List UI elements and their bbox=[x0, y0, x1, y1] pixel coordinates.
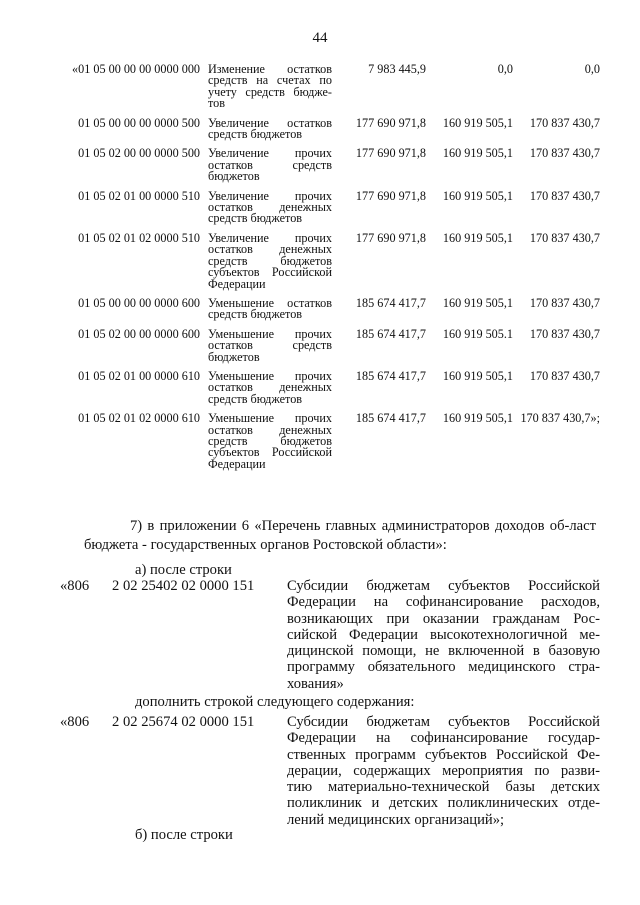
amount-year-2-cell: 160 919 505,1 bbox=[442, 368, 513, 383]
source-name-line: средств бюджетов bbox=[208, 433, 332, 448]
source-name-line: Увеличение прочих bbox=[208, 230, 332, 245]
description-line: Федерации на софинансирование расходов, bbox=[287, 594, 600, 611]
amount-year-3-cell: 170 837 430,7 bbox=[529, 188, 600, 203]
description-line: программу обязательного медицинского стра- bbox=[287, 659, 600, 676]
amendment-item-7: 7) в приложении 6 «Перечень главных администраторов доходов об-ласт бюджета - государственных органов Ростовской области»: bbox=[84, 518, 596, 553]
source-name-line: остатков средств bbox=[208, 157, 332, 172]
source-name-line: Уменьшение прочих bbox=[208, 326, 332, 341]
amount-year-3-cell: 170 837 430,7 bbox=[529, 295, 600, 310]
budget-code-cell: 01 05 02 01 02 0000 610 bbox=[78, 411, 200, 426]
description-line: хования» bbox=[287, 675, 344, 692]
budget-code-cell: 01 05 00 00 00 0000 500 bbox=[78, 115, 200, 130]
budget-sources-table bbox=[60, 64, 600, 478]
source-name-line: субъектов Российской bbox=[208, 265, 332, 280]
table-row bbox=[60, 118, 600, 149]
source-name-line: Федерации bbox=[208, 456, 266, 471]
amount-year-3-cell: 170 837 430,7 bbox=[529, 115, 600, 130]
table-row bbox=[60, 371, 600, 413]
description-line: Субсидии бюджетам субъектов Российской bbox=[287, 578, 600, 594]
description-line: Субсидии бюджетам субъектов Российской bbox=[287, 714, 600, 730]
amount-year-1-cell: 185 674 417,7 bbox=[355, 368, 426, 383]
budget-code-cell: 01 05 02 00 00 0000 600 bbox=[78, 326, 200, 341]
amount-year-1-cell: 185 674 417,7 bbox=[355, 411, 426, 426]
source-name-line: средств бюджетов bbox=[208, 253, 332, 268]
after-row-a-label: а) после строки bbox=[135, 562, 232, 578]
source-name-line: средств бюджетов bbox=[208, 127, 303, 142]
table-row bbox=[60, 233, 600, 298]
source-name-cell bbox=[208, 326, 332, 371]
income-description bbox=[287, 714, 600, 828]
amount-year-3-cell: 0,0 bbox=[584, 62, 600, 76]
source-name-cell bbox=[208, 64, 332, 118]
amount-year-3-cell: 170 837 430,7»; bbox=[520, 411, 600, 426]
source-name-line: Увеличение остатков bbox=[208, 115, 332, 130]
amount-year-2-cell: 160 919 505,1 bbox=[442, 295, 513, 310]
source-name-cell bbox=[208, 148, 332, 190]
add-row-label: дополнить строкой следующего содержания: bbox=[135, 694, 415, 710]
source-name-line: Увеличение прочих bbox=[208, 188, 332, 203]
source-name-line: остатков денежных bbox=[208, 422, 332, 437]
source-name-line: средств бюджетов bbox=[208, 211, 303, 226]
amount-year-2-cell: 0,0 bbox=[497, 62, 513, 76]
amount-year-2-cell: 160 919 505.1 bbox=[442, 326, 513, 341]
budget-code-cell: 01 05 02 01 00 0000 510 bbox=[78, 188, 200, 203]
source-name-line: тов bbox=[208, 96, 226, 111]
after-row-b-label: б) после строки bbox=[135, 827, 233, 843]
source-name-cell bbox=[208, 368, 332, 413]
amount-year-3-cell: 170 837 430,7 bbox=[529, 368, 600, 383]
source-name-line: Уменьшение прочих bbox=[208, 368, 332, 383]
source-name-line: остатков денежных bbox=[208, 380, 332, 395]
amount-year-3-cell: 170 837 430,7 bbox=[529, 146, 600, 161]
source-name-cell bbox=[208, 230, 332, 298]
amount-year-2-cell: 160 919 505,1 bbox=[442, 146, 513, 161]
source-name-line: средств бюджетов bbox=[208, 391, 303, 406]
source-name-line: Уменьшение остатков bbox=[208, 295, 332, 310]
budget-code-cell: «01 05 00 00 00 0000 000 bbox=[72, 62, 200, 76]
amount-year-1-cell: 7 983 445,9 bbox=[368, 62, 426, 76]
budget-code-cell: 01 05 02 00 00 0000 500 bbox=[78, 146, 200, 161]
source-name-line: остатков денежных bbox=[208, 242, 332, 257]
source-name-line: учету средств бюдже- bbox=[208, 84, 332, 99]
table-row bbox=[60, 413, 600, 478]
description-line: Федерации на софинансирование государ- bbox=[287, 730, 600, 747]
amount-year-1-cell: 177 690 971,8 bbox=[355, 230, 426, 245]
table-row bbox=[60, 64, 600, 118]
source-name-line: средств бюджетов bbox=[208, 307, 303, 322]
amount-year-1-cell: 185 674 417,7 bbox=[355, 326, 426, 341]
source-name-line: средств на счетах по bbox=[208, 73, 332, 88]
income-code: 2 02 25402 02 0000 151 bbox=[112, 578, 255, 594]
source-name-cell bbox=[208, 295, 332, 329]
amount-year-1-cell: 185 674 417,7 bbox=[355, 295, 426, 310]
source-name-cell bbox=[208, 188, 332, 233]
budget-code-cell: 01 05 02 01 00 0000 610 bbox=[78, 368, 200, 383]
amount-year-3-cell: 170 837 430,7 bbox=[529, 230, 600, 245]
description-line: ственных программ субъектов Российской Фе- bbox=[287, 746, 600, 763]
table-row bbox=[60, 329, 600, 371]
table-row bbox=[60, 148, 600, 190]
amount-year-1-cell: 177 690 971,8 bbox=[355, 188, 426, 203]
income-description bbox=[287, 578, 600, 692]
table-body bbox=[60, 64, 600, 478]
description-line: сийской Федерации высокотехнологичной ме- bbox=[287, 626, 600, 643]
amount-year-2-cell: 160 919 505,1 bbox=[442, 188, 513, 203]
description-line: тию материально-технической базы детских bbox=[287, 779, 600, 796]
source-name-line: Увеличение прочих bbox=[208, 146, 332, 161]
source-name-cell bbox=[208, 115, 332, 149]
description-line: возникающих при оказании гражданам Рос- bbox=[287, 610, 600, 627]
source-name-line: бюджетов bbox=[208, 169, 260, 184]
table-row bbox=[60, 191, 600, 233]
amount-year-1-cell: 177 690 971,8 bbox=[355, 146, 426, 161]
description-line: дицинской помощи, не включенной в базовую bbox=[287, 643, 600, 660]
budget-code-cell: 01 05 00 00 00 0000 600 bbox=[78, 295, 200, 310]
source-name-line: субъектов Российской bbox=[208, 445, 332, 460]
description-line: дерации, содержащих мероприятия по разви- bbox=[287, 762, 600, 779]
source-name-line: Уменьшение прочих bbox=[208, 411, 332, 426]
amount-year-2-cell: 160 919 505,1 bbox=[442, 411, 513, 426]
amount-year-2-cell: 160 919 505,1 bbox=[442, 115, 513, 130]
description-line: поликлиник и детских поликлинических отде- bbox=[287, 795, 600, 812]
source-name-cell bbox=[208, 413, 332, 478]
admin-code: «806 bbox=[60, 578, 90, 594]
page-number: 44 bbox=[312, 30, 328, 46]
source-name-line: остатков средств bbox=[208, 338, 332, 353]
source-name-line: бюджетов bbox=[208, 349, 260, 364]
description-line: лений медицинских организаций»; bbox=[287, 811, 505, 828]
source-name-line: остатков денежных bbox=[208, 200, 332, 215]
amount-year-1-cell: 177 690 971,8 bbox=[355, 115, 426, 130]
amount-year-3-cell: 170 837 430,7 bbox=[529, 326, 600, 341]
budget-code-cell: 01 05 02 01 02 0000 510 bbox=[78, 230, 200, 245]
amount-year-2-cell: 160 919 505,1 bbox=[442, 230, 513, 245]
source-name-line: Изменение остатков bbox=[208, 62, 332, 76]
admin-code: «806 bbox=[60, 714, 90, 730]
income-code: 2 02 25674 02 0000 151 bbox=[112, 714, 255, 730]
source-name-line: Федерации bbox=[208, 276, 266, 291]
table-row bbox=[60, 298, 600, 329]
